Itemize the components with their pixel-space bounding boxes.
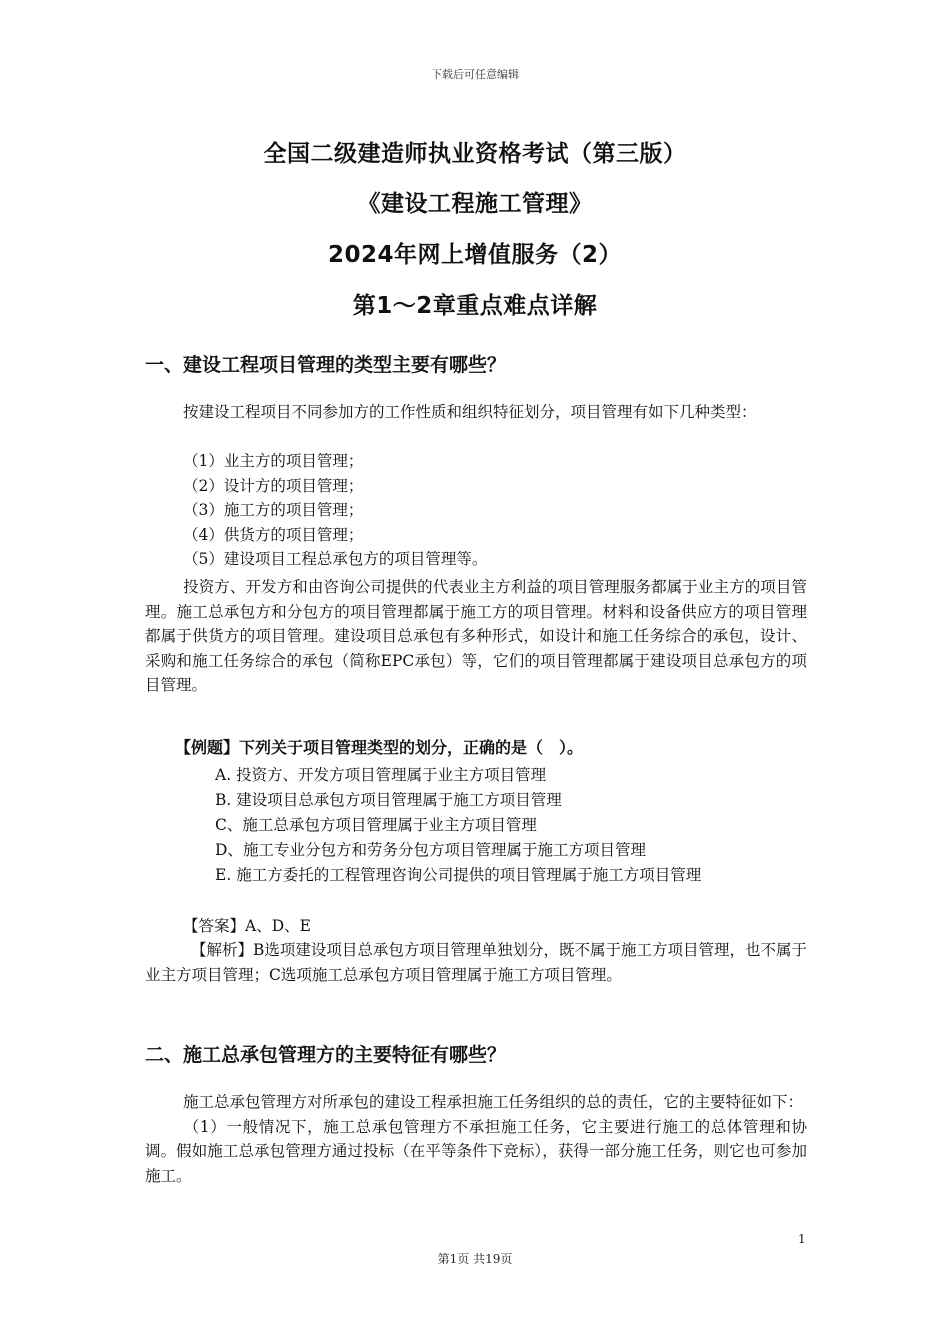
- section-1-list: [183, 449, 487, 572]
- option-label: C、: [215, 816, 243, 834]
- page-header: 下载后可任意编辑: [431, 68, 519, 81]
- example-question: 【例题】下列关于项目管理类型的划分，正确的是（ ）。: [175, 738, 584, 757]
- option-c: [215, 813, 810, 838]
- section-2-intro: [145, 1090, 807, 1115]
- section-1-body: [145, 575, 807, 698]
- section-2-point-1: [145, 1115, 807, 1189]
- list-item: （2）设计方的项目管理；: [183, 476, 364, 495]
- section-1-intro-text: 按建设工程项目不同参加方的工作性质和组织特征划分，项目管理有如下几种类型：: [183, 403, 757, 421]
- page-number: 1: [798, 1232, 806, 1246]
- option-label: A.: [215, 766, 232, 784]
- document-title-line-2: 《建设工程施工管理》: [357, 191, 593, 217]
- option-b: [215, 788, 810, 813]
- list-item: （5）建设项目工程总承包方的项目管理等。: [183, 550, 488, 569]
- list-item: （4）供货方的项目管理；: [183, 525, 364, 544]
- option-label: D、: [215, 841, 243, 859]
- option-text: 施工专业分包方和劳务分包方项目管理属于施工方项目管理: [242, 841, 646, 859]
- option-e: [215, 863, 810, 888]
- section-1-heading: 一、建设工程项目管理的类型主要有哪些？: [145, 354, 507, 376]
- example-options: [215, 763, 810, 888]
- section-2-body: [145, 1090, 807, 1188]
- option-text: 投资方、开发方项目管理属于业主方项目管理: [236, 766, 547, 784]
- page-footer: 第1页 共19页: [437, 1252, 513, 1266]
- document-title-line-1: 全国二级建造师执业资格考试（第三版）: [263, 141, 687, 167]
- section-1-intro: [145, 400, 807, 425]
- example-explanation-text: 【解析】B选项建设项目总承包方项目管理单独划分，既不属于施工方项目管理，也不属于业主方项目管理；C选项施工总承包方项目管理属于施工方项目管理。: [145, 941, 807, 984]
- section-2-point-1-text: （1）一般情况下，施工总承包管理方不承担施工任务，它主要进行施工的总体管理和协调。假如施工总承包管理方通过投标（在平等条件下竞标），获得一部分施工任务，则它也可参加施工。: [145, 1117, 807, 1185]
- document-title-line-3: 2024年网上增值服务（2）: [327, 242, 623, 268]
- section-1-body-text: 投资方、开发方和由咨询公司提供的代表业主方利益的项目管理服务都属于业主方的项目管理。施工总承包方和分包方的项目管理都属于施工方的项目管理。材料和设备供应方的项目管理都属于供货方的项目管理。建设项目总承包有多种形式，如设计和施工任务综合的承包，设计、采购和施工任务综合的承包（简称EPC承包）等，它们的项目管理都属于建设项目总承包方的项目管理。: [145, 578, 807, 695]
- option-text: 建设项目总承包方项目管理属于施工方项目管理: [236, 791, 562, 809]
- option-text: 施工总承包方项目管理属于业主方项目管理: [242, 816, 537, 834]
- option-label: B.: [215, 791, 232, 809]
- option-a: [215, 763, 810, 788]
- list-item: （3）施工方的项目管理；: [183, 501, 364, 520]
- section-2-heading: 二、施工总承包管理方的主要特征有哪些？: [145, 1044, 507, 1066]
- example-answer: 【答案】A、D、E: [183, 917, 311, 935]
- list-item: （1）业主方的项目管理；: [183, 452, 364, 470]
- option-text: 施工方委托的工程管理咨询公司提供的项目管理属于施工方项目管理: [236, 866, 702, 884]
- section-2-intro-text: 施工总承包管理方对所承包的建设工程承担施工任务组织的总的责任，它的主要特征如下：: [183, 1093, 804, 1111]
- example-explanation: [145, 938, 807, 988]
- option-label: E.: [215, 866, 232, 884]
- document-title-line-4: 第1～2章重点难点详解: [352, 293, 598, 319]
- option-d: [215, 838, 810, 863]
